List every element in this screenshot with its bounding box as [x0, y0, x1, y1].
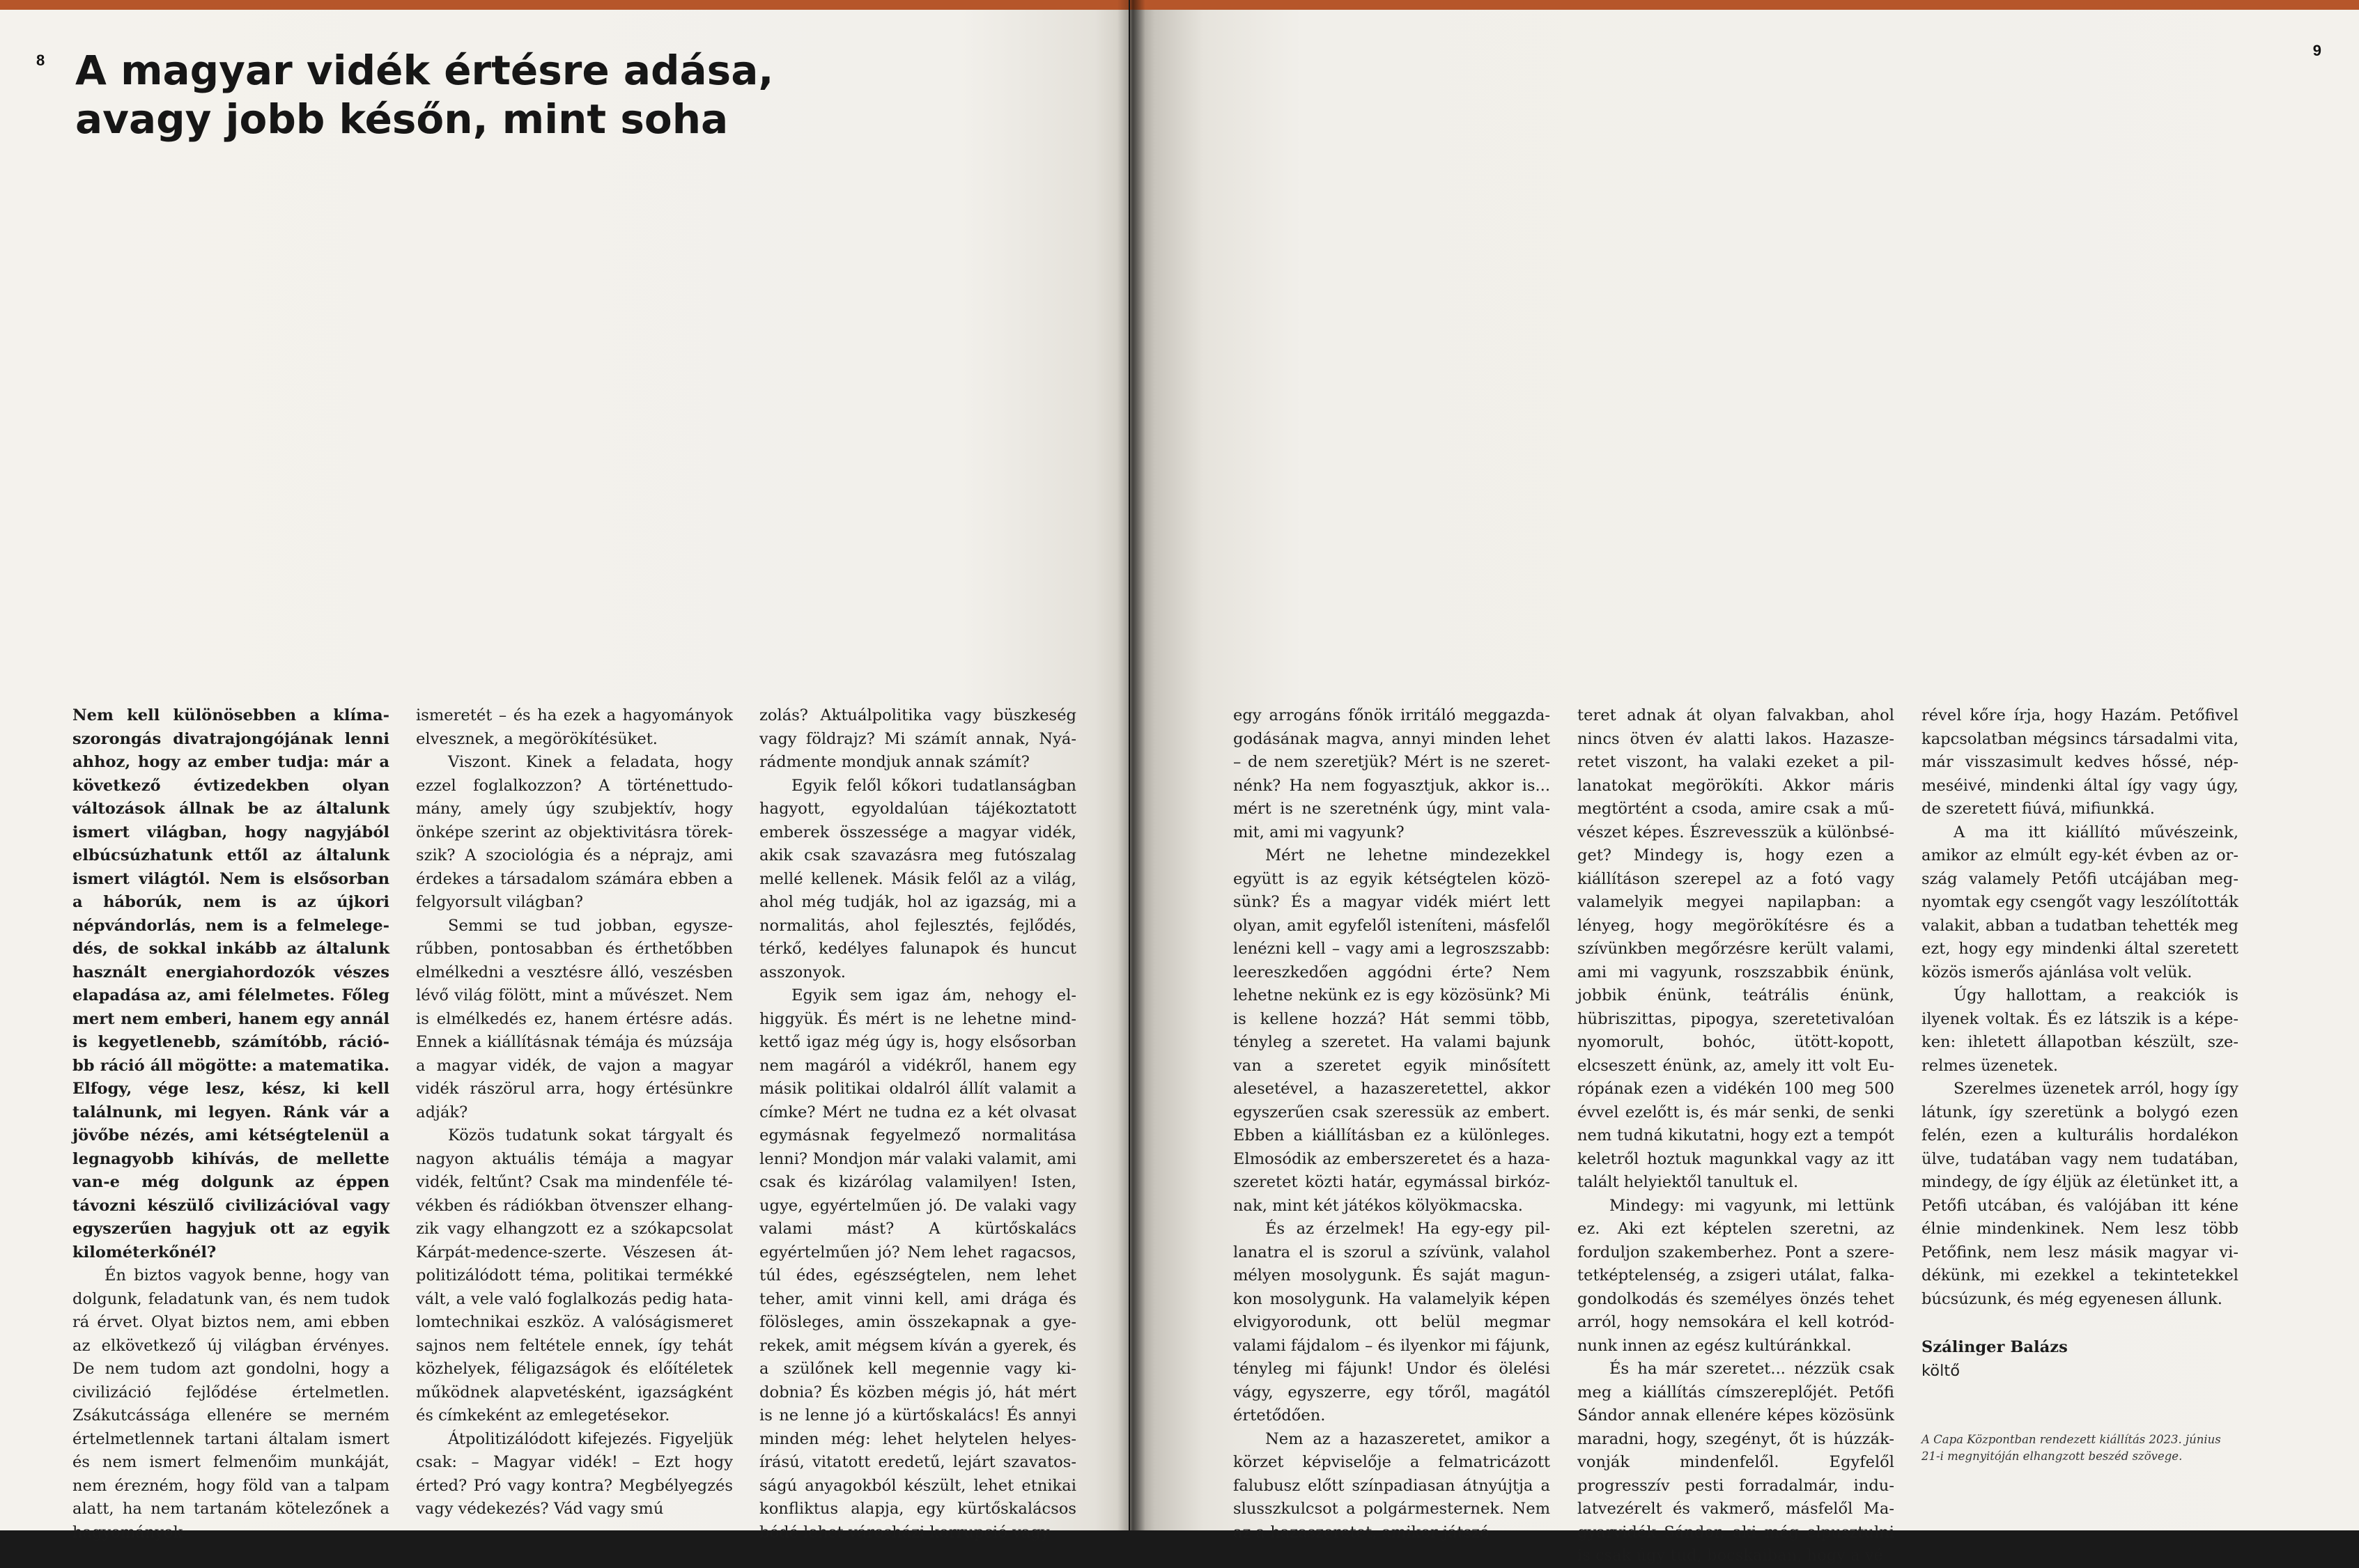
paragraph: ismeretét – és ha ezek a hagyományok elvesznek, a megörökítésüket.	[416, 706, 733, 748]
book-gutter	[1117, 0, 1145, 1530]
paragraph: Mért ne lehetne mindezekkel együtt is az egyik kétségtelen közösünk? És a magyar vidék miért lett olyan, amit egyfelől isteníteni, másfelől lenézni kell – vagy ami a legroszszabb: leereszkedően aggódni érte? Nem lehetne nekünk ez is egy közösünk? Mi is kellene hozzá? Hát semmi több, tényleg a szeretet. Ha valami bajunk van a szeretet egyik minősített alesetével, a hazaszeretettel, akkor egyszerűen csak szeressük az embert. Ebben a kiállításban ez a különleges. Elmosódik az emberszeretet és a hazaszeretet közti határ, egymással birkóznak, mint két játékos kölyökmacska.	[1233, 846, 1550, 1215]
paragraph: Egyik felől kőkori tudatlanságban hagyott, egyoldalúan tájékoztatott emberek összessége a magyar vidék, akik csak szavazásra meg futószalag mellé kellenek. Másik felől az a világ, ahol még tudják, hol az igazság, mi a normalitás, ahol fejlesztés, fejlődés, térkő, kedélyes falunapok és huncut asszonyok.	[759, 776, 1076, 981]
paragraph: Közös tudatunk sokat tárgyalt és nagyon aktuális témája a magyar vidék, feltűnt? Csak ma mindenféle tévékben és rádiókban ötvenszer elhangzik vagy elhangzott ez a szókapcsolat Kárpát-medence-szerte. Vészesen átpolitizálódott téma, politikai termékké vált, a vele való foglalkozás pedig hatalomtechnikai eszköz. A valóságismeret sajnos nem feltétele ennek, így tehát közhelyek, féligazságok és előítéletek működnek alapvetésként, igazságként és címkeként az emlegetésekor.	[416, 1126, 733, 1425]
author-role: költő	[1921, 1361, 1960, 1380]
top-color-band	[0, 0, 1129, 10]
paragraph: A ma itt kiállító művészeink, amikor az elmúlt egy-két évben az ország valamely Petőfi utcájában megnyomtak egy csengőt vagy leszólították valakit, abban a tudatban tehették meg ezt, hogy egy mindenki által szeretett közös ismerős ajánlása volt velük.	[1921, 823, 2238, 981]
paragraph: zolás? Aktuálpolitika vagy büszkeség vagy földrajz? Mi számít annak, Nyárádmente mondjuk annak számít?	[759, 706, 1076, 771]
paragraph: És ha már szeretet... nézzük csak meg a kiállítás címszereplőjét. Petőfi Sándor annak ellenére képes közösünk maradni, hogy, szegényt, őt is húzzák-vonják mindenfelől. Egyfelől progresszív pesti forradalmár, indulatvezérelt és vakmerő, másfelől Magyarvidék Sándor, aki még elpusztulni is csak úgy tud, bocskaiban, hogy a vé	[1577, 1360, 1894, 1565]
text-column-3	[759, 704, 1076, 1544]
right-page	[1130, 0, 2359, 1565]
text-column-4	[1233, 704, 1550, 1544]
text-column-1	[72, 704, 389, 1544]
paragraph: rével kőre írja, hogy Hazám. Petőfivel kapcsolatban mégsincs társadalmi vita, már visszasimult kedves hőssé, népmeséivé, mindenki által így vagy úgy, de szeretett fiúvá, mifiunkká.	[1921, 706, 2238, 818]
paragraph: Nem az a hazaszeretet, amikor a körzet képviselője a felmatricázott falubusz előtt színpadiasan átnyújtja a slusszkulcsot a polgármesternek. Nem az a hazaszeretet, amikor játszó	[1233, 1429, 1550, 1542]
title-line-2: avagy jobb későn, mint soha	[75, 95, 729, 143]
paragraph: Úgy hallottam, a reakciók is ilyenek voltak. És ez látszik is a képeken: ihletett állapotban készült, szerelmes üzenetek.	[1921, 986, 2238, 1075]
page-number-right: 9	[2312, 42, 2321, 59]
paragraph: egy arrogáns főnök irritáló meggazdagodásának magva, annyi minden lehet – de nem szeretjük? Mért is ne szeretnénk? Ha nem fogyasztjuk, akkor is... mért is ne szeretnénk úgy, mint valamit, ami mi vagyunk?	[1233, 706, 1550, 841]
paragraph: Viszont. Kinek a feladata, hogy ezzel foglalkozzon? A történettudomány, amely úgy szubjektív, hogy önképe szerint az objektivitásra törekszik? A szociológia és a néprajz, ami érdekes a társadalom számára ebben a felgyorsult világban?	[416, 753, 733, 911]
paragraph: Egyik sem igaz ám, nehogy elhiggyük. És mért is ne lehetne mindkettő igaz még úgy is, hogy elsősorban nem magáról a vidékről, hanem egy másik politikai oldalról állít valamit a címke? Mért ne tudna ez a két olvasat egymásnak fegyelmező normalitása lenni? Mondjon már valaki valamit, ami csak és kizárólag valamilyen! Isten, ugye, egyértelműen jó. De valaki vagy valami mást? A kürtőskalács egyértelműen jó? Nem lehet ragacsos, túl édes, egészségtelen, nem lehet teher, amit vinni kell, ami drága és fölösleges, amin összekapnak a gyerekek, amit mégsem kíván a gyerek, és a szülőnek kell megennie vagy kidobnia? És közben mégis jó, hát mért is ne lenne jó a kürtőskalács! És annyi minden még: lehet helytelen helyesírású, vitatott eredetű, lejárt szavatosságú anyagokból készült, lehet etnikai konfliktus alapja, egy kürtőskalácsos bódé lehet városházi korrupció vagy	[759, 986, 1076, 1542]
title-line-1: A magyar vidék értésre adása,	[75, 47, 774, 94]
text-column-5	[1577, 704, 1894, 1568]
paragraph: Semmi se tud jobban, egyszerűbben, pontosabban és érthetőbben elmélkedni a vesztésre álló, veszésben lévő világ fölött, mint a művészet. Nem is elmélkedés ez, hanem értésre adás. Ennek a kiállításnak témája és múzsája a magyar vidék, de vajon a magyar vidék rászörul arra, hogy értésünkre adják?	[416, 916, 733, 1121]
paragraph: teret adnak át olyan falvakban, ahol nincs ötven év alatti lakos. Hazaszeretet viszont, ha valaki ezeket a pillanatokat megörökíti. Akkor máris megtörtént a csoda, amire csak a művészet képes. Észrevesszük a különbséget? Mindegy is, hogy ezen a kiállításon szerepel az a fotó vagy valamelyik megyei napilapban: a lényeg, hogy megörökítésre és a szívünkben megőrzésre került valami, ami mi vagyunk, roszszabbik énünk, jobbik énünk, teátrális énünk, hübriszittas, pipogya, szeretetivalóan nyomorult, bohóc, ütött-kopott, elcseszett énünk, az, amely itt volt Európának ezen a vidékén 100 meg 500 évvel ezelőtt is, és már senki, de senki nem tudná kikutatni, hogy ezt a tempót keletről hoztuk magunkkal vagy az itt talált helyiektől tanultuk el.	[1577, 706, 1894, 1191]
lead-paragraph: Nem kell különösebben a klímaszorongás divatrajongójának lenni ahhoz, hogy az ember tudja: már a következő évtizedekben olyan változások állnak be az általunk ismert világban, hogy nagyjából elbúcsúzhatunk ettől az általunk ismert világtól. Nem is elsősorban a háborúk, nem is az újkori népvándorlás, nem is a felmelegedés, de sokkal inkább az általunk használt energiahordozók vészes elapadása az, ami félelmetes. Főleg mert nem emberi, hanem egy annál is kegyetlenebb, számítóbb, rációbb ráció áll mögötte: a matematika. Elfogy, vége lesz, kész, ki kell találnunk, mi legyen. Ránk vár a jövőbe nézés, ami kétségtelenül a legnagyobb kihívás, de mellette van-e még dolgunk az éppen távozni készülő civilizációval vagy egyszerűen hagyjuk ott az egyik kilométerkőnél?	[72, 706, 389, 1262]
text-column-6	[1921, 704, 2238, 1465]
paragraph: Én biztos vagyok benne, hogy van dolgunk, feladatunk van, és nem tudok rá érvet. Olyat biztos nem, ami ebben az elkövetkező új világban érvényes. De nem tudom azt gondolni, hogy a civilizáció fejlődése értelmetlen. Zsákutcássága ellenére se merném értelmetlennek tartani általam ismert és nem ismert felmenőim munkáját, nem érezném, hogy föld van a talpam alatt, ha nem tartanám kötelezőnek a hagyományok	[72, 1266, 389, 1542]
paragraph: Átpolitizálódott kifejezés. Figyeljük csak: – Magyar vidék! – Ezt hogy érted? Pró vagy kontra? Megbélyegzés vagy védekezés? Vád vagy smú	[416, 1429, 733, 1518]
article-title	[75, 46, 981, 143]
text-column-2	[416, 704, 733, 1521]
left-page	[0, 0, 1129, 1542]
paragraph: Mindegy: mi vagyunk, mi lettünk ez. Aki ezt képtelen szeretni, az forduljon szakemberhez. Pont a szeretetképtelenség, a zsigeri utálat, falkagondolkodás és személyes önzés tehet arról, hogy nemsokára el kell kotródnunk innen az egész kultúránkkal.	[1577, 1196, 1894, 1355]
source-footnote: A Capa Központban rendezett kiállítás 2023. június 21-i megnyitóján elhangzott beszéd szövege.	[1921, 1433, 2221, 1463]
page-number-left: 8	[36, 52, 45, 69]
top-color-band	[1130, 0, 2359, 10]
paragraph: És az érzelmek! Ha egy-egy pillanatra el is szorul a szívünk, valahol mélyen mosolygunk. És saját magunkon mosolygunk. Ha valamelyik képen elvigyorodunk, ott belül megmar valami fájdalom – és ilyenkor mi fájunk, tényleg mi fájunk! Undor és ölelési vágy, egyszerre, egy tőről, magától értetődően.	[1233, 1220, 1550, 1425]
author-name: Szálinger Balázs	[1921, 1338, 2068, 1356]
paragraph: Szerelmes üzenetek arról, hogy így látunk, így szeretünk a bolygó ezen felén, ezen a kulturális hordalékon ülve, tudatában vagy nem tudatában, mindegy, de így éljük az életünket itt, a Petőfi utcában, és valójában itt kéne élnie mindenkinek. Nem lesz több Petőfink, nem lesz másik magyar vidékünk, mi ezekkel a tekintetekkel búcsúzunk, és még egyenesen állunk.	[1921, 1080, 2238, 1308]
